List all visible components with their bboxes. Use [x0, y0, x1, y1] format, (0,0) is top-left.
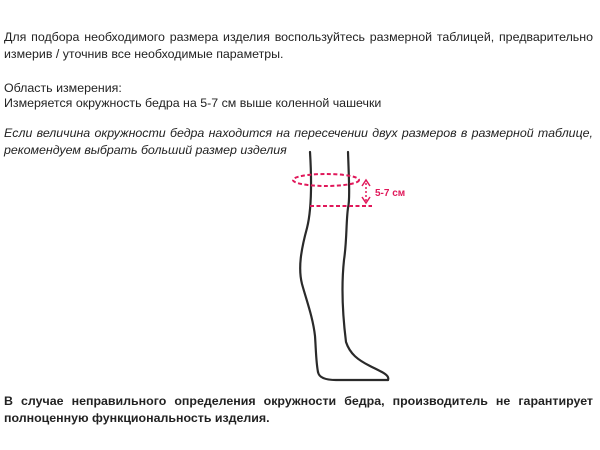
- leg-measurement-illustration: [280, 150, 430, 382]
- measurement-label: 5-7 см: [375, 188, 406, 199]
- leg-illustration: [280, 150, 430, 382]
- measurement-area-title: Область измерения:: [4, 81, 122, 95]
- measurement-area-text: Измеряется окружность бедра на 5-7 см выше коленной чашечки: [4, 96, 382, 110]
- intro-text: Для подбора необходимого размера изделия воспользуйтесь размерной таблицей, предварительно измерив / уточнив все необходимые параметры.: [4, 30, 593, 61]
- warning-text: В случае неправильного определения окружности бедра, производитель не гарантирует полноценную функциональность изделия.: [4, 394, 593, 425]
- size-recommendation-note: Если величина окружности бедра находится на пересечении двух размеров в размерной таблице, рекомендуем выбрать больший размер изделия: [4, 126, 593, 157]
